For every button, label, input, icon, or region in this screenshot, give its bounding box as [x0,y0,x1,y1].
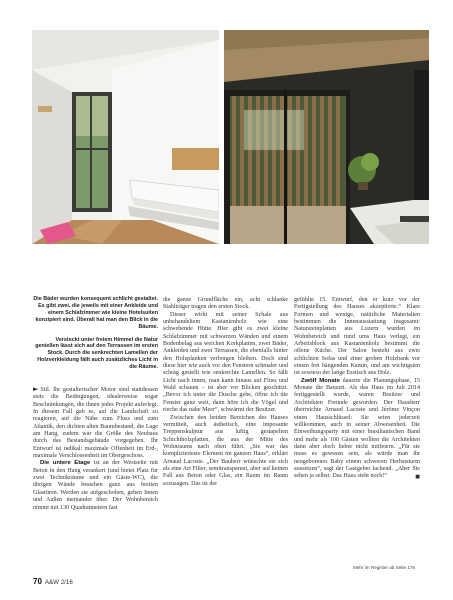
paragraph-text: dauerte die Planungsphase, 15 Monate die Bauzeit. Als das Haus im Juli 2014 fertiggestellt wurde, waren Besitzer und Architekten Freunde geworden. Der Hausherr überreichte Arnaud Lacoste und Jérôme Vinçon einen Hausschlüssel: Sie seien jederzeit willkommen, auch in seiner Abwesenheit. Die Einweihungsparty mit einer brasilianischen Band und mehr als 100 Gästen wollten die Architekten dann aber doch lieber nicht mitfeiern. „Für sie muss es gewesen sein, als würde man ihr neugeborenes Baby einem schweren Herbststurm aussetzen“, sagt der Gastgeber lachend. „Aber Sie sehen ja selbst: Das Haus steht noch!“ [294,377,420,480]
article-column-1 [33,386,158,512]
page-number: 70 [33,577,42,586]
bedroom-terrace-photo [224,30,429,244]
paragraph [33,460,158,511]
photo-caption [33,296,158,377]
paragraph [33,386,158,460]
paragraph: die ganze Grundfläche ein, acht schlanke Stahlträger tragen den ersten Stock. [163,297,288,311]
article-column-2 [163,297,288,488]
continuation-arrow-icon: ► [33,385,39,393]
paragraph: Zwischen den beiden Bereichen des Hauses vermittelt, auch ästhetisch, eine imposante Treppenskulptur aus luftig gestapelten Schichtholzplatten, die aus der Mitte des Wohnraums nach oben führt. „Sie war das komplizierteste Element im ganzen Haus“, erklärt Arnaud Lacoste. „Der Bauherr wünschte sie sich als eine Art Filter, semitransparent, aber auf keinen Fall aus Beton oder Glas, ein Raum im Raum sozusagen. Das ist der [163,414,288,487]
bathroom-photo [32,30,219,244]
caption-bathrooms: Die Bäder wurden konsequent schlicht gestaltet. Es gibt zwei, die jeweils mit einer Ankleide und einem Schlafzimmer wie kleine Hotelsuiten konzipiert sind. Überall hat man den Blick in die Bäume. [33,296,158,330]
paragraph [294,378,420,481]
register-note: Mehr im Register ab Seite 176 [353,565,416,570]
article-column-3 [294,297,420,482]
paragraph: Dieser wirkt mit seiner Schale aus unbehandeltem Kastanienholz wie eine schwebende Hütte. Hier gibt es zwei kleine Schlafzimmer mit schwarzen Wänden und einem Bodenbelag aus weichen Korkplatten, zwei Bäder, Ankleiden und zwei Terrassen, die ebenfalls hinter den Holzplanken verborgen bleiben. Doch sind diese hier wie auch vor den Fenstern schmaler und schräg gestellt wie senkrechte Lamellen. So fällt Licht nach innen, man kann hinaus auf Fluss und Wald schauen – ist aber vor Blicken geschützt. „Bevor ich unter die Dusche gehe, öffne ich die Fenster ganz weit, dann höre ich die Vögel und rieche das nahe Meer“, schwärmt der Besitzer. [163,311,288,414]
run-in-heading: Die untere Etage [40,460,91,467]
run-in-heading: Zwölf Monate [301,377,340,384]
paragraph-text: ist an der Westseite mit Beton in den Hang verankert (und bietet Platz für zwei Technikräume und ein Gäste-WC), die übrigen Wände bestehen ganz aus breiten Glastüren. Werden sie aufgeschoben, gehen Innen und Außen ineinander über. Der Wohnbereich nimmt mit 130 Quadratmetern fast [33,460,158,511]
caption-terraces: Versteckt unter freiem Himmel die Natur genießen lässt sich auf den Terrassen im ersten Stock. Durch die senkrechten Lamellen der Holzverkleidung fällt auch zusätzliches Licht in die Räume. [35,336,158,371]
issue-label: A&W 2/16 [44,579,73,586]
paragraph-text: Stil. Ihr gestalterischer Motor sind stattdessen stets die Bedingungen, idealerweise sogar Beschränkungen, die ihnen jedes Projekt auferlegt. In diesem Fall gab es, auf die Landschaft zu reagieren, auf die Nähe zum Fluss und zum Atlantik, den dichten alten Baumbestand, die Lage am Hang, zudem war die Größe des Neubaus durch das Bestandsgebäude vorgegeben. Ihr Entwurf ist radikal: maximale Offenheit im Erd-, maximale Verschlossenheit im Obergeschoss. [33,387,158,460]
page-footer [33,577,73,586]
paragraph: gefühlte 15. Entwurf, den er kurz vor der Fertigstellung des Hauses akzeptierte.“ Klare Formen und wenige, natürliche Materialien bestimmen die Innenausstattung insgesamt: Natursteinplatten aus Luzern wurden im Wohnbereich und rund ums Haus verlegt, ein Arbeitsblock aus Kastanienholz bestimmt die offene Küche. Der Salon besteht aus zwei schlichten Sofas und einer groben Holzbank vor einem frei hängenden Kamin, und am wichtigsten ist sowieso der lange Esstisch aus Holz. [294,297,420,377]
end-of-article-mark: ■ [415,474,420,481]
